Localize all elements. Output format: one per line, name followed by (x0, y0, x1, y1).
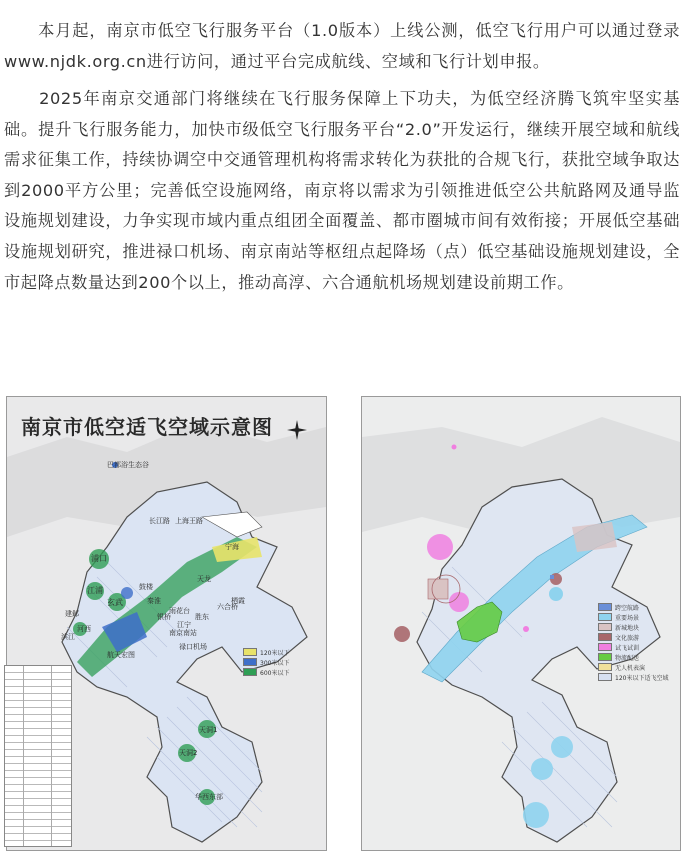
legend-item: 文化旅游 (598, 632, 668, 642)
map-label-qinhuai: 秦淮 (147, 597, 161, 605)
map-label-tianlong: 天龙 (197, 575, 211, 583)
legend-item: 跨空航路 (598, 602, 668, 612)
map-label-yuhua: 雨花台 (169, 607, 190, 615)
map-label-gulou: 鼓楼 (139, 583, 153, 591)
map-label-yinqiao: 银桥 (157, 613, 171, 621)
map-label-bala: 巴都浴生态谷 (107, 461, 149, 469)
map-label-hexi: 河西 (77, 625, 91, 633)
scenario-map-image (361, 396, 681, 851)
map-title: 南京市低空适飞空域示意图 (21, 415, 273, 439)
map-label-nanjing-south: 南京南站 (169, 629, 197, 637)
map-label-jiangning: 江宁 (177, 621, 191, 629)
map2-legend (598, 602, 668, 682)
map1-info-table (4, 665, 72, 847)
map-label-liuheqiao: 六合桥 (217, 603, 238, 611)
map-label-xuanwu: 玄武 (107, 598, 123, 607)
legend-item: 新城地块 (598, 622, 668, 632)
map-label-huaxiang: 华西东部 (195, 793, 223, 801)
map-label-jianye: 建邺 (65, 610, 79, 618)
map-label-pukou: 浦口 (91, 554, 107, 563)
legend-item: 600米以下 (243, 667, 289, 677)
article-paragraph-2: 2025年南京交通部门将继续在飞行服务保障上下功夫，为低空经济腾飞筑牢坚实基础。提升飞行服务能力，加快市级低空飞行服务平台“2.0”开发运行，继续开展空域和航线需求征集工作，持续协调空中交通管理机构将需求转化为获批的合规飞行，获批空域争取达到2000平方公里；完善低空设施网络，南京将以需求为引领推进低空公共航路网及通导监设施规划建设，力争实现市域内重点组团全面覆盖、都市圈城市间有效衔接；开展低空基础设施规划研究，推进禄口机场、南京南站等枢纽点起降场（点）低空基础设施规划建设，全市起降点数量达到200个以上，推动高淳、六合通航机场规划建设前期工作。 (4, 89, 680, 292)
map-label-shengdong: 胜东 (195, 613, 209, 621)
map-label-airport-area: 航天宏图 (107, 651, 135, 659)
legend-item: 120米以下适飞空域 (598, 672, 668, 682)
map-label-liuhe: 长江路 (149, 517, 170, 525)
map-label-lumu: 上海王路 (175, 517, 203, 525)
legend-item: 无人机表演 (598, 662, 668, 672)
legend-item: 重要场景 (598, 612, 668, 622)
legend-item: 120米以下 (243, 647, 289, 657)
legend-item: 300米以下 (243, 657, 289, 667)
map-label-binjiang: 滨江 (61, 633, 75, 641)
legend-item: 试飞试训 (598, 642, 668, 652)
map-label-qixia: 栖霞 (231, 597, 245, 605)
map-label-jiangpu: 江浦 (87, 586, 103, 595)
map-label-lukou: 禄口机场 (179, 643, 207, 651)
map-label-ninghai: 宁海 (225, 543, 239, 551)
map1-legend (243, 647, 289, 677)
map-label-tiandong1: 天洞1 (199, 726, 218, 734)
legend-item: 物流配送 (598, 652, 668, 662)
article-paragraph-1: 本月起，南京市低空飞行服务平台（1.0版本）上线公测，低空飞行用户可以通过登录www.njdk.org.cn进行访问，通过平台完成航线、空域和飞行计划申报。 (4, 21, 680, 71)
map-label-tiandong2: 天洞2 (179, 749, 198, 757)
